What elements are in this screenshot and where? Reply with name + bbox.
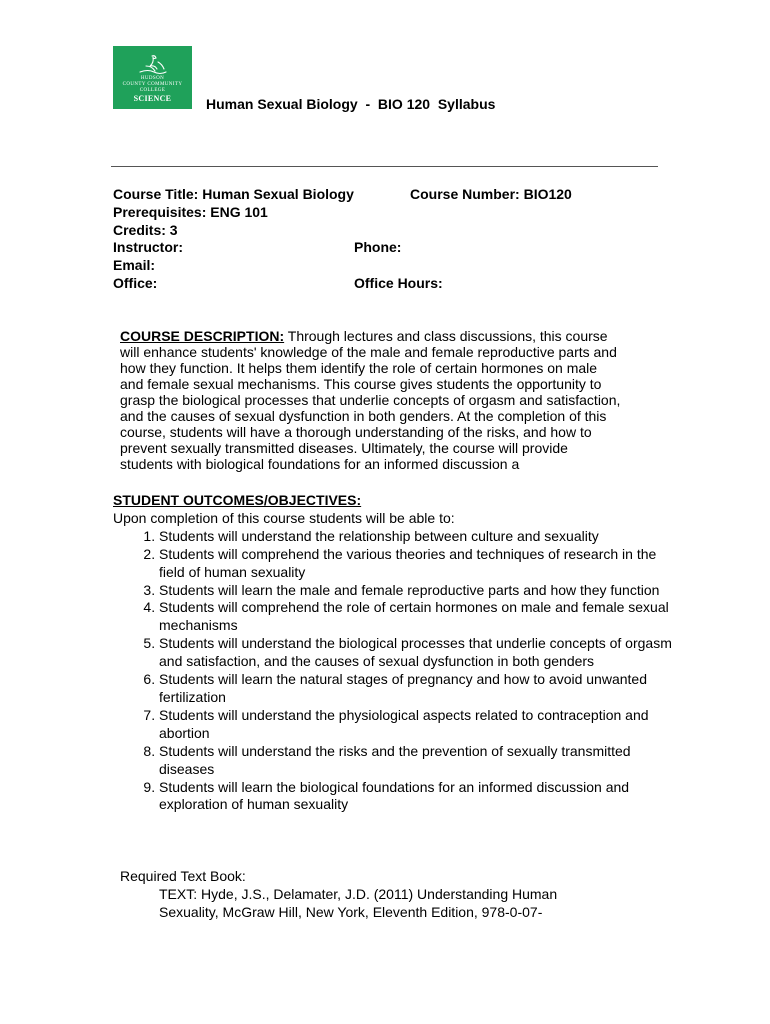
email-label: Email: [113,257,156,273]
course-description-line: and female sexual mechanisms. This course gives students the opportunity to [120,376,602,392]
course-description-line: students with biological foundations for an informed discussion a [120,456,520,472]
logo-text-hudson: HUDSON [140,76,165,81]
course-number-value: : BIO120 [515,186,572,202]
prerequisites: Prerequisites: ENG 101 [113,204,268,220]
course-description-line-1 [120,328,665,344]
list-item: 8. Students will understand the risks and the prevention of sexually transmitted diseases [159,743,673,779]
list-item: 1. Students will understand the relationship between culture and sexuality [159,528,673,546]
logo-text-college: COUNTY COMMUNITY COLLEGE [122,82,183,93]
list-item: 3. Students will learn the male and female reproductive parts and how they function [159,582,673,600]
course-description-text: Through lectures and class discussions, this course [284,328,608,344]
required-textbook [120,868,670,921]
logo-text-science: SCIENCE [133,94,172,103]
list-item: 4. Students will comprehend the role of certain hormones on male and female sexual mechanisms [159,599,673,635]
list-item: 2. Students will comprehend the various theories and techniques of research in the field of human sexuality [159,546,673,582]
office-hours-label: Office Hours: [354,275,443,291]
course-description-line: grasp the biological processes that underlie concepts of orgasm and satisfaction, [120,392,621,408]
list-item: 5. Students will understand the biological processes that underlie concepts of orgasm and satisfaction, and the causes of sexual dysfunction in both genders [159,635,673,671]
list-item: 6. Students will learn the natural stages of pregnancy and how to avoid unwanted fertilization [159,671,673,707]
credits: Credits: 3 [113,222,178,238]
outcomes-list [113,528,673,815]
course-description-line: and the causes of sexual dysfunction in both genders. At the completion of this [120,408,607,424]
header-divider [111,166,658,167]
textbook-citation-line-2: Sexuality, McGraw Hill, New York, Eleventh Edition, 978-0-07- [159,903,543,920]
phone-label: Phone: [354,239,402,255]
textbook-label: Required Text Book: [120,868,246,884]
course-description [120,328,665,472]
student-outcomes [113,492,673,814]
outcomes-heading: STUDENT OUTCOMES/OBJECTIVES: [113,492,362,508]
course-description-heading: COURSE DESCRIPTION: [120,328,285,344]
course-title-value: Human Sexual Biology [202,186,354,202]
heron-logo-icon [136,54,170,76]
course-description-line: prevent sexually transmitted diseases. Ultimately, the course will provide [120,440,568,456]
office-label: Office: [113,275,158,291]
college-logo [113,46,192,109]
outcomes-intro: Upon completion of this course students will be able to: [113,509,455,526]
course-number-label: Course Number [410,186,516,202]
list-item: 7. Students will understand the physiological aspects related to contraception and abortion [159,707,673,743]
textbook-citation-line-1: TEXT: Hyde, J.S., Delamater, J.D. (2011) Understanding Human [159,885,558,902]
document-title: Human Sexual Biology - BIO 120 Syllabus [206,96,496,112]
course-title-label: Course Title: [113,186,203,202]
course-title-row [113,186,354,204]
course-description-line: will enhance students' knowledge of the male and female reproductive parts and [120,344,617,360]
course-description-line: course, students will have a thorough understanding of the risks, and how to [120,424,592,440]
course-number-row [410,186,572,204]
course-description-line: how they function. It helps them identify the role of certain hormones on male [120,360,598,376]
list-item: 9. Students will learn the biological foundations for an informed discussion and exploration of human sexuality [159,779,673,815]
instructor-label: Instructor: [113,239,183,255]
